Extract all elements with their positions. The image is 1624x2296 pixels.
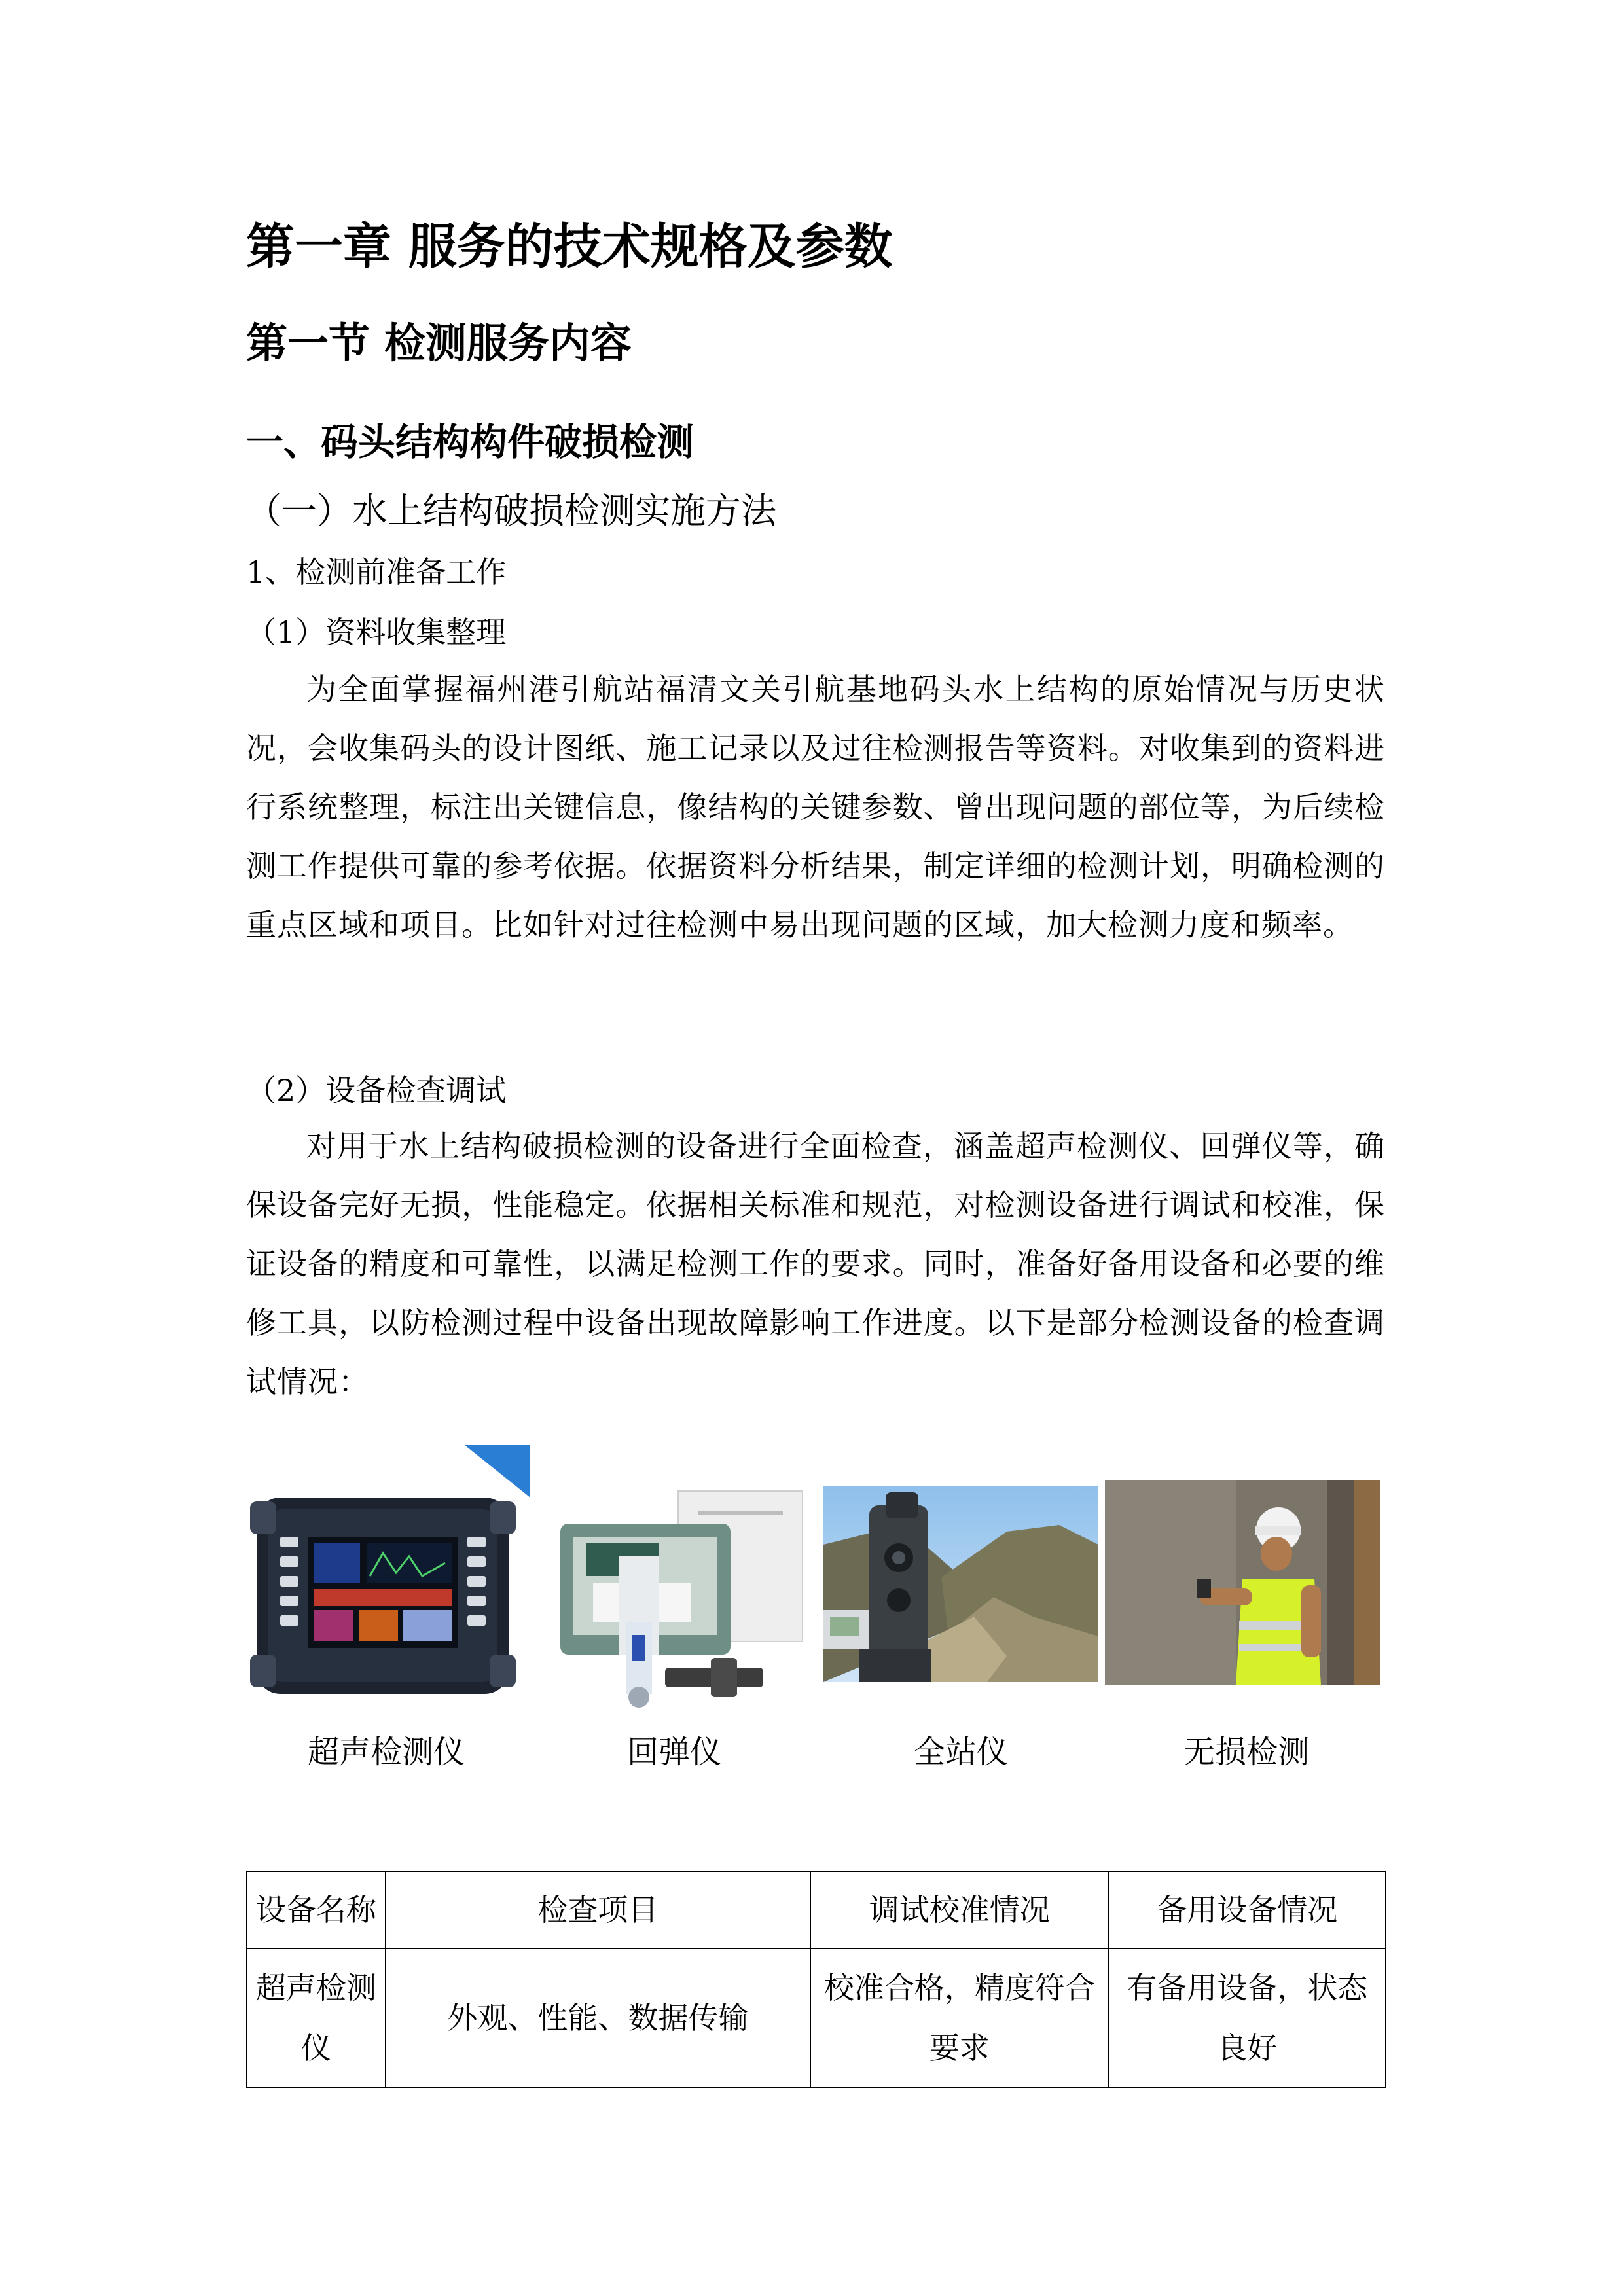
table-header-cell: 检查项目 bbox=[386, 1871, 810, 1948]
table-cell: 校准合格，精度符合要求 bbox=[810, 1948, 1108, 2087]
equipment-table bbox=[246, 1871, 1386, 2088]
table-cell: 超声检测仪 bbox=[247, 1948, 386, 2087]
table-header-cell: 调试校准情况 bbox=[810, 1871, 1108, 1948]
table-row bbox=[247, 1948, 1386, 2087]
section-title: 第一节 检测服务内容 bbox=[246, 319, 632, 367]
ultrasonic-detector-photo bbox=[249, 1445, 530, 1713]
rebound-hammer-photo bbox=[547, 1471, 809, 1713]
table-header-cell: 设备名称 bbox=[247, 1871, 386, 1948]
item2-paragraph: 对用于水上结构破损检测的设备进行全面检查，涵盖超声检测仪、回弹仪等，确保设备完好无损，性能稳定。依据相关标准和规范，对检测设备进行调试和校准，保证设备的精度和可靠性，以满足检测工作的要求。同时，准备好备用设备和必要的维修工具，以防检测过程中设备出现故障影响工作进度。以下是部分检测设备的检查调试情况： bbox=[246, 1128, 1385, 1399]
table-header-cell: 备用设备情况 bbox=[1108, 1871, 1386, 1948]
photo-caption-rebound: 回弹仪 bbox=[626, 1734, 721, 1770]
photo-caption-ndt: 无损检测 bbox=[1183, 1734, 1309, 1770]
method-title: （一）水上结构破损检测实施方法 bbox=[246, 490, 776, 531]
item1-paragraph: 为全面掌握福州港引航站福清文关引航基地码头水上结构的原始情况与历史状况，会收集码头的设计图纸、施工记录以及过往检测报告等资料。对收集到的资料进行系统整理，标注出关键信息，像结构的关键参数、曾出现问题的部位等，为后续检测工作提供可靠的参考依据。依据资料分析结果，制定详细的检测计划，明确检测的重点区域和项目。比如针对过往检测中易出现问题的区域，加大检测力度和频率。 bbox=[246, 672, 1385, 942]
table-cell: 有备用设备，状态良好 bbox=[1108, 1948, 1386, 2087]
step-title: 1、检测前准备工作 bbox=[246, 554, 507, 590]
chapter-title: 第一章 服务的技术规格及参数 bbox=[246, 219, 893, 275]
photo-caption-total-station: 全站仪 bbox=[913, 1734, 1008, 1770]
photo-caption-ultrasonic: 超声检测仪 bbox=[307, 1734, 465, 1770]
item1-title: （1）资料收集整理 bbox=[246, 615, 507, 650]
table-header-row bbox=[247, 1871, 1386, 1948]
nondestructive-testing-photo bbox=[1105, 1480, 1380, 1685]
item2-title: （2）设备检查调试 bbox=[246, 1073, 507, 1108]
table-cell: 外观、性能、数据传输 bbox=[386, 1948, 810, 2087]
subsection-title: 一、码头结构构件破损检测 bbox=[246, 421, 694, 464]
total-station-photo bbox=[823, 1486, 1098, 1682]
